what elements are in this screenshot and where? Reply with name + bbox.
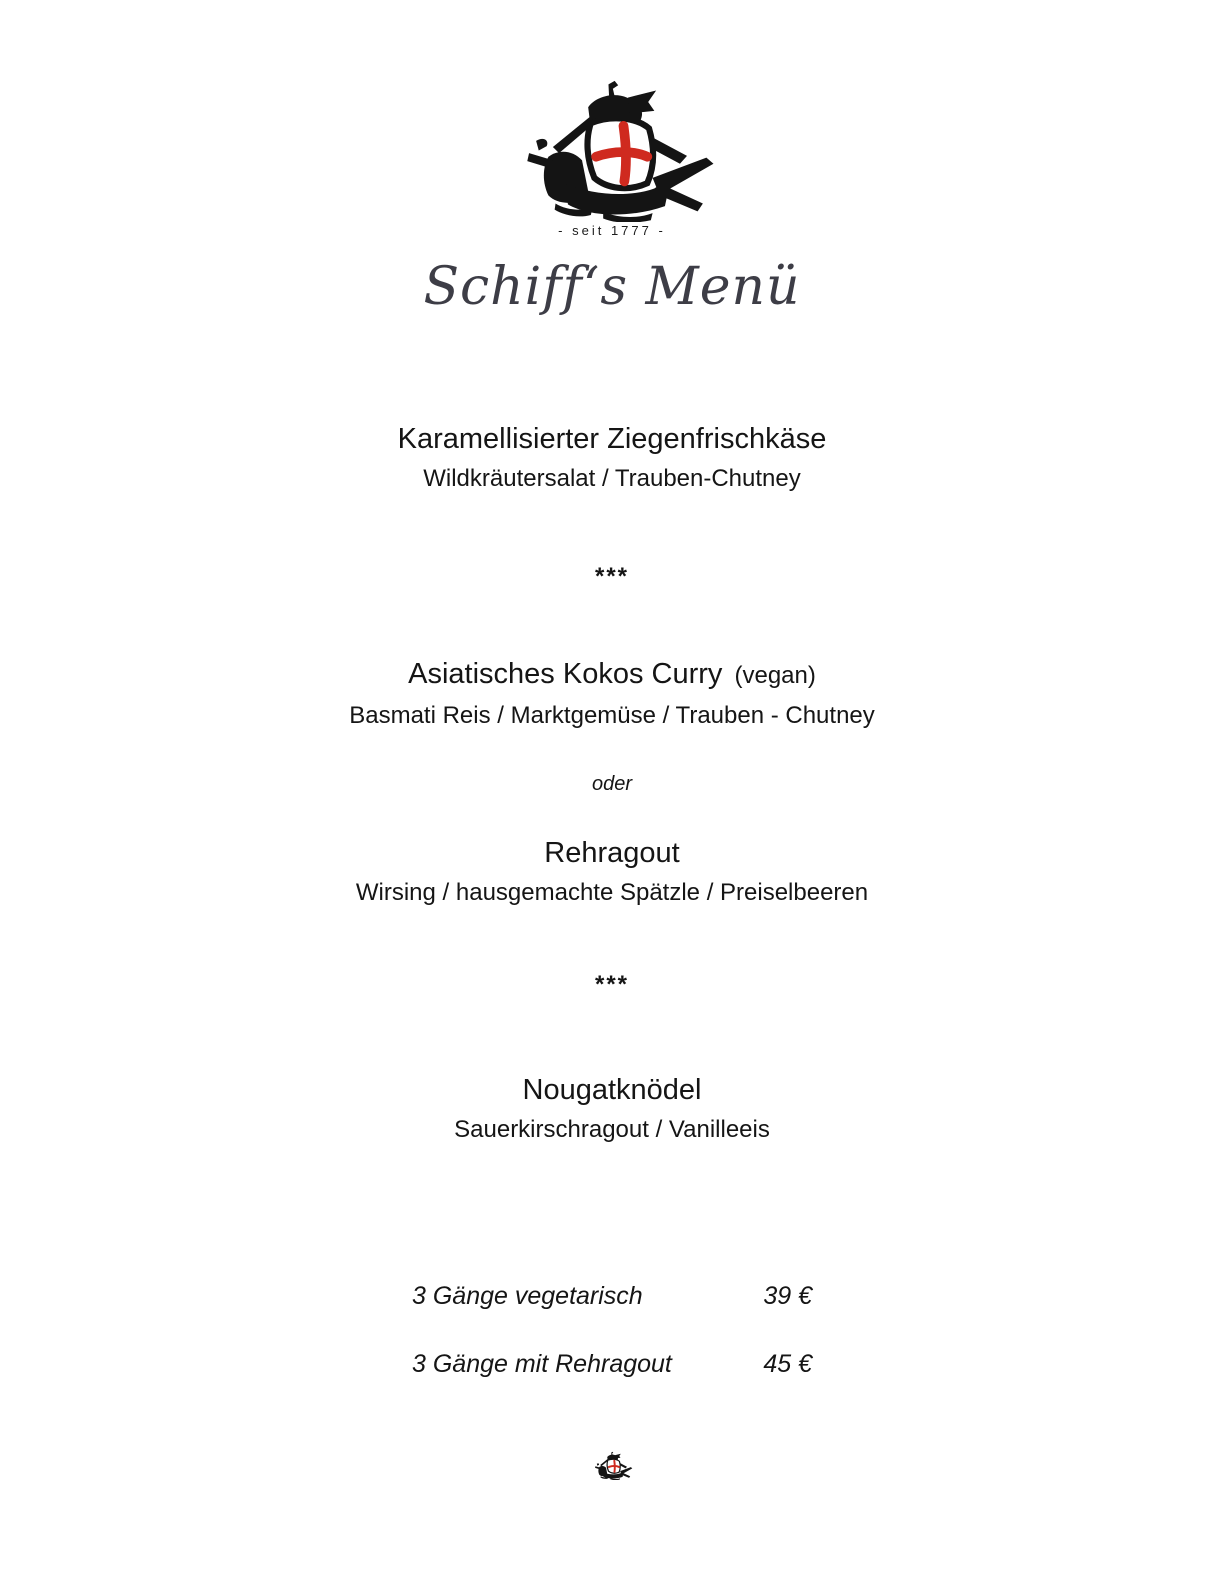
price-value: 39 € [763, 1282, 812, 1310]
course-title: Nougatknödel [522, 1074, 702, 1106]
course-title [0, 656, 1224, 694]
ship-logo-icon [487, 72, 737, 222]
footer-mark [0, 1450, 1224, 1485]
price-list [412, 1280, 812, 1380]
course-title-text: Asiatisches Kokos Curry [408, 658, 723, 690]
price-row [412, 1280, 812, 1312]
logo-tagline: - seit 1777 - [558, 223, 666, 238]
course-starter [0, 421, 1224, 494]
price-label: 3 Gänge vegetarisch [412, 1282, 643, 1310]
course-dessert [0, 1072, 1224, 1145]
page-title: Schiff‘s Menü [423, 257, 801, 317]
course-subtitle: Wildkräutersalat / Trauben-Chutney [423, 465, 801, 492]
course-subtitle: Wirsing / hausgemachte Spätzle / Preiselbeeren [355, 879, 869, 906]
course-main-meat [0, 835, 1224, 908]
course-title-suffix: (vegan) [734, 662, 816, 689]
price-value: 45 € [763, 1350, 812, 1378]
course-main-vegan [0, 656, 1224, 731]
course-subtitle: Sauerkirschragout / Vanilleeis [454, 1116, 770, 1143]
course-separator: *** [594, 563, 630, 590]
course-separator: *** [594, 971, 630, 998]
course-title: Karamellisierter Ziegenfrischkäse [397, 423, 827, 455]
price-label: 3 Gänge mit Rehragout [412, 1350, 672, 1378]
course-title: Rehragout [544, 837, 680, 869]
or-label: oder [591, 773, 633, 795]
small-ship-icon [589, 1450, 635, 1480]
course-subtitle: Basmati Reis / Marktgemüse / Trauben - Chutney [349, 702, 875, 729]
price-row [412, 1348, 812, 1380]
